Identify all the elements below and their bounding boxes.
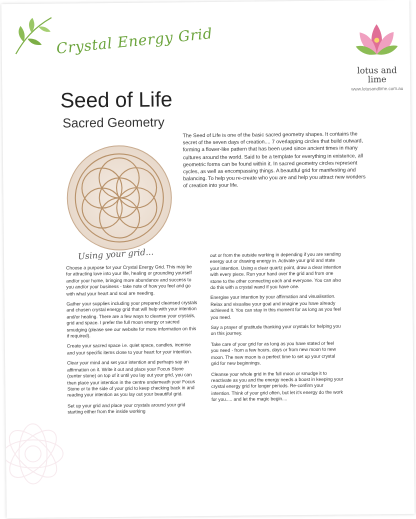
instruction-paragraph: Set up your grid and place your crystals around your grid starting either from the inside working <box>67 401 186 415</box>
instruction-paragraph: Choose a purpose for your Crystal Energy Grid. This may be for attracting love into your life, healing or grounding yourself and/or your home, bringing more abundance and success to you and/or your business - take note of how you feel and go with what your heart and soul are needing. <box>66 264 192 297</box>
instruction-paragraph: Clear your mind and set your intention and perhaps say an affirmation on it. Write it out and place your Focus Stone (center stone) on top of it until you lay out your grid, you can then place your intention in the centre underneath your Focus Stone or to the side of your grid to keep checking back in and reading your intention as you lay out your beautiful grid. <box>67 359 195 398</box>
grid-type-kicker: Crystal Energy Grid <box>55 26 214 58</box>
instruction-paragraph: Cleanse your whole grid in the full moon or smudge it to reactivate as you and the energy needs a boost in keeping your crystal energy grid for longer periods. Re-confirm your intention. Think of your grid often, but let it's energy do the work for you..... and let the magic begin.... <box>211 370 344 403</box>
instruction-paragraph: Create your sacred space i.e. quiet space, candles, incense and your specific items close to your heart for your intention. <box>66 342 193 356</box>
instructions-right-column <box>210 252 344 408</box>
leaf-sprig-icon <box>11 14 55 56</box>
info-sheet <box>1 0 414 518</box>
instructions-left-column <box>66 264 200 420</box>
brand-logo <box>348 20 407 92</box>
instruction-paragraph: Gather your supplies including your prepared cleansed crystals and chosen crystal energy grid that will help with your intention and/or healing. There are a few ways to cleanse your crystals, grid and space. I prefer the full moon energy or sacred smudging (please see our website for more information on this if required). <box>66 300 198 339</box>
lotus-logo-icon <box>354 20 400 60</box>
using-your-grid-heading: Using your grid... <box>77 247 154 263</box>
seed-of-life-grid-image <box>65 143 174 252</box>
instruction-paragraph: Energise your intention by your affirmation and visualisation. Relax and visualise your goal and imagine you have already achieved it. You can stay in this moment for as long as you feel you need. <box>210 294 342 320</box>
brand-name: lotus and lime <box>357 66 397 85</box>
brand-url: www.lotusandlime.com.au <box>351 85 404 92</box>
intro-paragraph: The Seed of Life is one of the basic sacred geometry shapes. It contains the secret of the seven days of creation.... 7 overlapping circles that build outward, forming a flower-like pattern that has been used since ancient times in many cultures around the world. Said to be a template for everything in existence, all geometric forms can be found within it. In sacred geometry circles represent cycles, as well as encompassing things. A beautiful grid for manifesting and balancing. To help you re-create who you are and help you attract new wonders of creation into your life. <box>182 131 366 190</box>
instruction-paragraph: out or from the outside working in depending if you are sending energy out or drawing energy in. Activate your grid and state your intention. Using a clear quartz point, draw a clear intention with every piece. Run your hand over the grid and from one stone to the other connecting each and everyone. You can also do this with a crystal wand if you have one. <box>209 251 342 291</box>
page-title: Seed of Life <box>60 88 173 113</box>
page-subtitle: Sacred Geometry <box>62 114 165 131</box>
instruction-paragraph: Say a prayer of gratitude thanking your crystals for helping you on this journey. <box>210 323 341 337</box>
instruction-paragraph: Take care of your grid for as long as you have stated or feel you need - from a few hours, days or from new moon to new moon. The new moon is a perfect time to set up your crystal grid for new beginnings. <box>210 340 337 367</box>
